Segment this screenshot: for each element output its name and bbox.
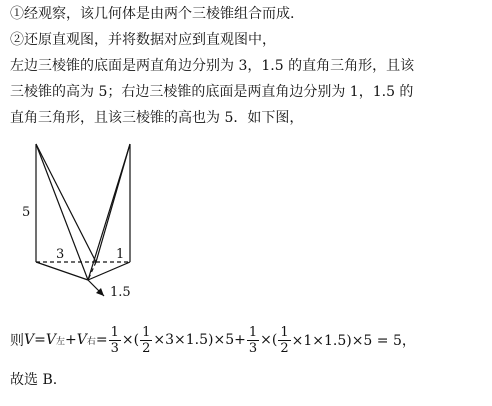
fraction-one-third-a: $\frac{1}{3}$	[110, 324, 119, 356]
formula-sub-left: 左	[55, 336, 65, 347]
right-apex-edge-to-center	[96, 144, 130, 262]
formula-prefix: 则	[10, 333, 24, 349]
formula-v: V	[24, 332, 35, 348]
formula-times-2: ×(	[260, 332, 278, 348]
description-line-3: 直角三角形，且该三棱锥的高也为 5．如下图，	[10, 110, 304, 126]
left-base-label: 3	[56, 247, 65, 262]
pyramid-figure	[18, 138, 168, 310]
fraction-one-third-b: $\frac{1}{3}$	[248, 324, 258, 356]
formula-v-right: V	[76, 332, 87, 348]
description-line-1: 左边三棱锥的底面是两直角边分别为 3，1.5 的直角三角形，且该	[10, 58, 415, 74]
depth-label: 1.5	[110, 285, 131, 300]
right-base-label: 1	[116, 247, 125, 262]
fraction-one-half-b: $\frac{1}{2}$	[280, 324, 289, 356]
fraction-one-half-a: $\frac{1}{2}$	[142, 324, 151, 356]
formula-eq2: =	[95, 332, 108, 348]
formula-times-1: ×(	[121, 332, 140, 348]
formula-inner-2: ×1×1.5)×5 = 5，	[291, 333, 416, 349]
height-label: 5	[22, 205, 31, 220]
formula-plus: +	[65, 332, 77, 348]
answer-conclusion: 故选 B.	[10, 372, 58, 388]
formula-sub-right: 右	[86, 336, 96, 347]
left-apex-edge-to-center	[36, 144, 96, 262]
formula-eq: =	[34, 332, 46, 348]
volume-formula	[10, 318, 416, 362]
solution-step-2: ②还原直观图，并将数据对应到直观图中，	[10, 32, 276, 48]
left-base-edge	[36, 262, 88, 280]
formula-inner-1: ×3×1.5)×5+	[153, 332, 246, 348]
formula-v-left: V	[45, 332, 56, 348]
description-line-2: 三棱锥的高为 5；右边三棱锥的底面是两直角边分别为 1，1.5 的	[10, 84, 414, 100]
solution-step-1: ①经观察，该几何体是由两个三棱锥组合而成.	[10, 6, 295, 22]
